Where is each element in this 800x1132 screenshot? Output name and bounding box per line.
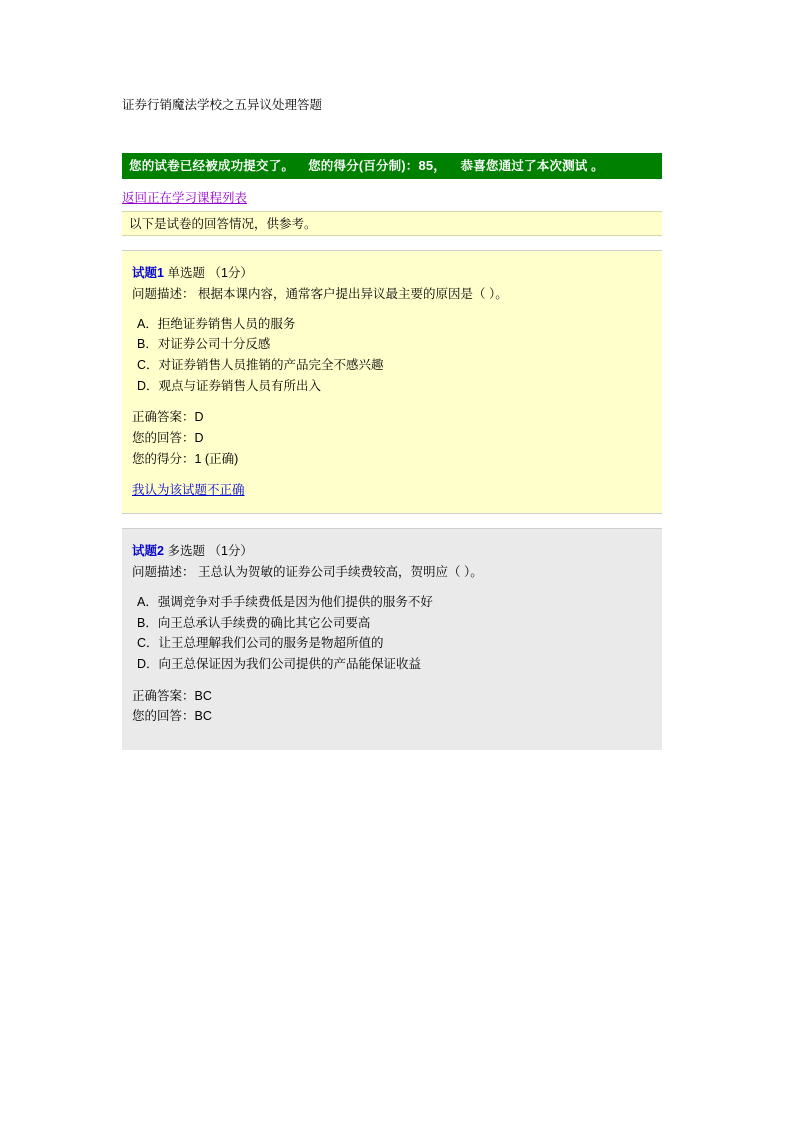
question-1-report-container <box>132 480 652 501</box>
submission-status-text: 您的试卷已经被成功提交了。 <box>129 158 295 173</box>
question-block-1 <box>122 250 662 514</box>
option-a: A．强调竞争对手手续费低是因为他们提供的服务不好 <box>137 595 433 609</box>
question-1-type: 单选题 <box>167 265 205 280</box>
report-question-incorrect-link[interactable]: 我认为该试题不正确 <box>132 483 245 498</box>
question-2-score: （1分） <box>208 543 253 558</box>
note-bar <box>122 211 662 236</box>
question-2-options <box>132 592 652 675</box>
option-b: B．向王总承认手续费的确比其它公司要高 <box>137 615 371 630</box>
option-a: A．拒绝证券销售人员的服务 <box>137 316 296 331</box>
page-title: 证券行销魔法学校之五异议处理答题 <box>122 98 323 112</box>
question-2-correct-answer: 正确答案：BC <box>132 688 212 703</box>
question-1-your-answer: 您的回答：D <box>132 430 204 445</box>
option-c: C．对证券销售人员推销的产品完全不感兴趣 <box>137 358 384 372</box>
question-1-header <box>132 263 652 284</box>
question-block-2 <box>122 528 662 750</box>
question-1-score: （1分） <box>208 265 253 280</box>
return-link-container <box>122 188 662 206</box>
note-text: 以下是试卷的回答情况，供参考。 <box>129 216 317 231</box>
score-value: 85， <box>418 157 447 173</box>
question-2-header <box>132 541 652 562</box>
pass-message: 恭喜您通过了本次测试 。 <box>460 158 604 173</box>
option-c: C．让王总理解我们公司的服务是物超所值的 <box>137 636 384 651</box>
question-1-label: 试题1 <box>132 265 164 280</box>
question-1-options <box>132 314 652 397</box>
return-to-course-list-link[interactable]: 返回正在学习课程列表 <box>122 190 248 205</box>
question-2-label: 试题2 <box>132 543 164 558</box>
question-2-description: 问题描述： 王总认为贺敏的证券公司手续费较高，贺明应（ ）。 <box>132 565 483 580</box>
page-container <box>122 0 662 750</box>
option-d: D．向王总保证因为我们公司提供的产品能保证收益 <box>137 656 422 671</box>
question-1-answers <box>132 407 652 469</box>
option-d: D．观点与证券销售人员有所出入 <box>137 378 322 393</box>
result-status-bar <box>122 153 662 179</box>
question-1-correct-answer: 正确答案：D <box>132 410 204 425</box>
score-label: 您的得分(百分制)： <box>308 158 419 173</box>
question-1-description: 问题描述： 根据本课内容，通常客户提出异议最主要的原因是（ ）。 <box>132 287 508 302</box>
question-2-answers <box>132 686 652 727</box>
question-2-type: 多选题 <box>167 543 205 558</box>
option-b: B．对证券公司十分反感 <box>137 337 271 352</box>
question-1-your-score: 您的得分：1 (正确) <box>132 451 239 466</box>
question-2-your-answer: 您的回答：BC <box>132 709 212 724</box>
